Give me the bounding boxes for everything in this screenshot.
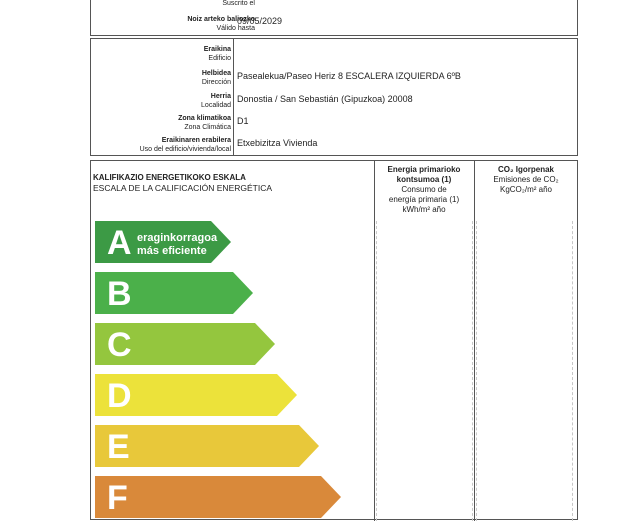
primary-energy-header: Energia primarioko kontsumoa (1) Consumo de energía primaria (1) kWh/m² año: [387, 165, 461, 214]
co2-emissions-header: CO₂ Igorpenak Emisiones de CO₂ KgCO₂/m² año: [493, 165, 559, 194]
building-field-label: Eraikinaren erabilera Uso del edificio/vivienda/local: [139, 137, 231, 153]
building-field-value: Pasealekua/Paseo Heriz 8 ESCALERA IZQUIERDA 6ºB: [237, 71, 461, 81]
building-data-box: [90, 38, 578, 156]
column-divider-1: [374, 161, 375, 521]
building-field-value: Donostia / San Sebastián (Gipuzkoa) 20008: [237, 94, 413, 104]
rating-letter: A: [107, 224, 132, 262]
rating-arrow-c: [95, 323, 275, 365]
building-field-value: D1: [237, 116, 249, 126]
rating-letter: F: [107, 479, 128, 517]
rating-arrow-e: [95, 425, 319, 467]
rating-note-line1: eraginkorragoa: [137, 232, 218, 244]
column-guide-4: [572, 221, 573, 521]
scale-title: KALIFIKAZIO ENERGETIKOKO ESKALA ESCALA DE LA CALIFICACIÓN ENERGÉTICA: [93, 173, 273, 193]
rating-letter: E: [107, 428, 130, 466]
validity-date: 09/05/2029: [237, 16, 283, 26]
building-field-label: Herria Localidad: [201, 93, 231, 109]
rating-arrow-shape: [95, 476, 341, 518]
rating-arrow-f: [95, 476, 341, 518]
column-guide-3: [476, 221, 477, 521]
rating-note-line2: más eficiente: [137, 245, 207, 257]
validity-label: Noiz arteko baliozko Válido hasta: [187, 16, 255, 32]
column-divider-2: [474, 161, 475, 521]
rating-arrow-a: [95, 221, 231, 263]
rating-letter: D: [107, 377, 132, 415]
subscribed-label: Suscrito el: [222, 0, 255, 7]
building-divider: [233, 39, 234, 155]
rating-arrow-b: [95, 272, 253, 314]
validity-box: [90, 0, 578, 36]
rating-letter: C: [107, 326, 132, 364]
building-field-label: Eraikina Edificio: [203, 46, 231, 62]
column-guide-2: [472, 221, 473, 521]
building-field-label: Zona klimatikoa Zona Climática: [178, 115, 231, 131]
rating-letter: B: [107, 275, 132, 313]
building-field-label: Helbidea Dirección: [201, 70, 231, 86]
building-field-value: Etxebizitza Vivienda: [237, 138, 318, 148]
column-guide-1: [376, 221, 377, 521]
rating-arrow-d: [95, 374, 297, 416]
